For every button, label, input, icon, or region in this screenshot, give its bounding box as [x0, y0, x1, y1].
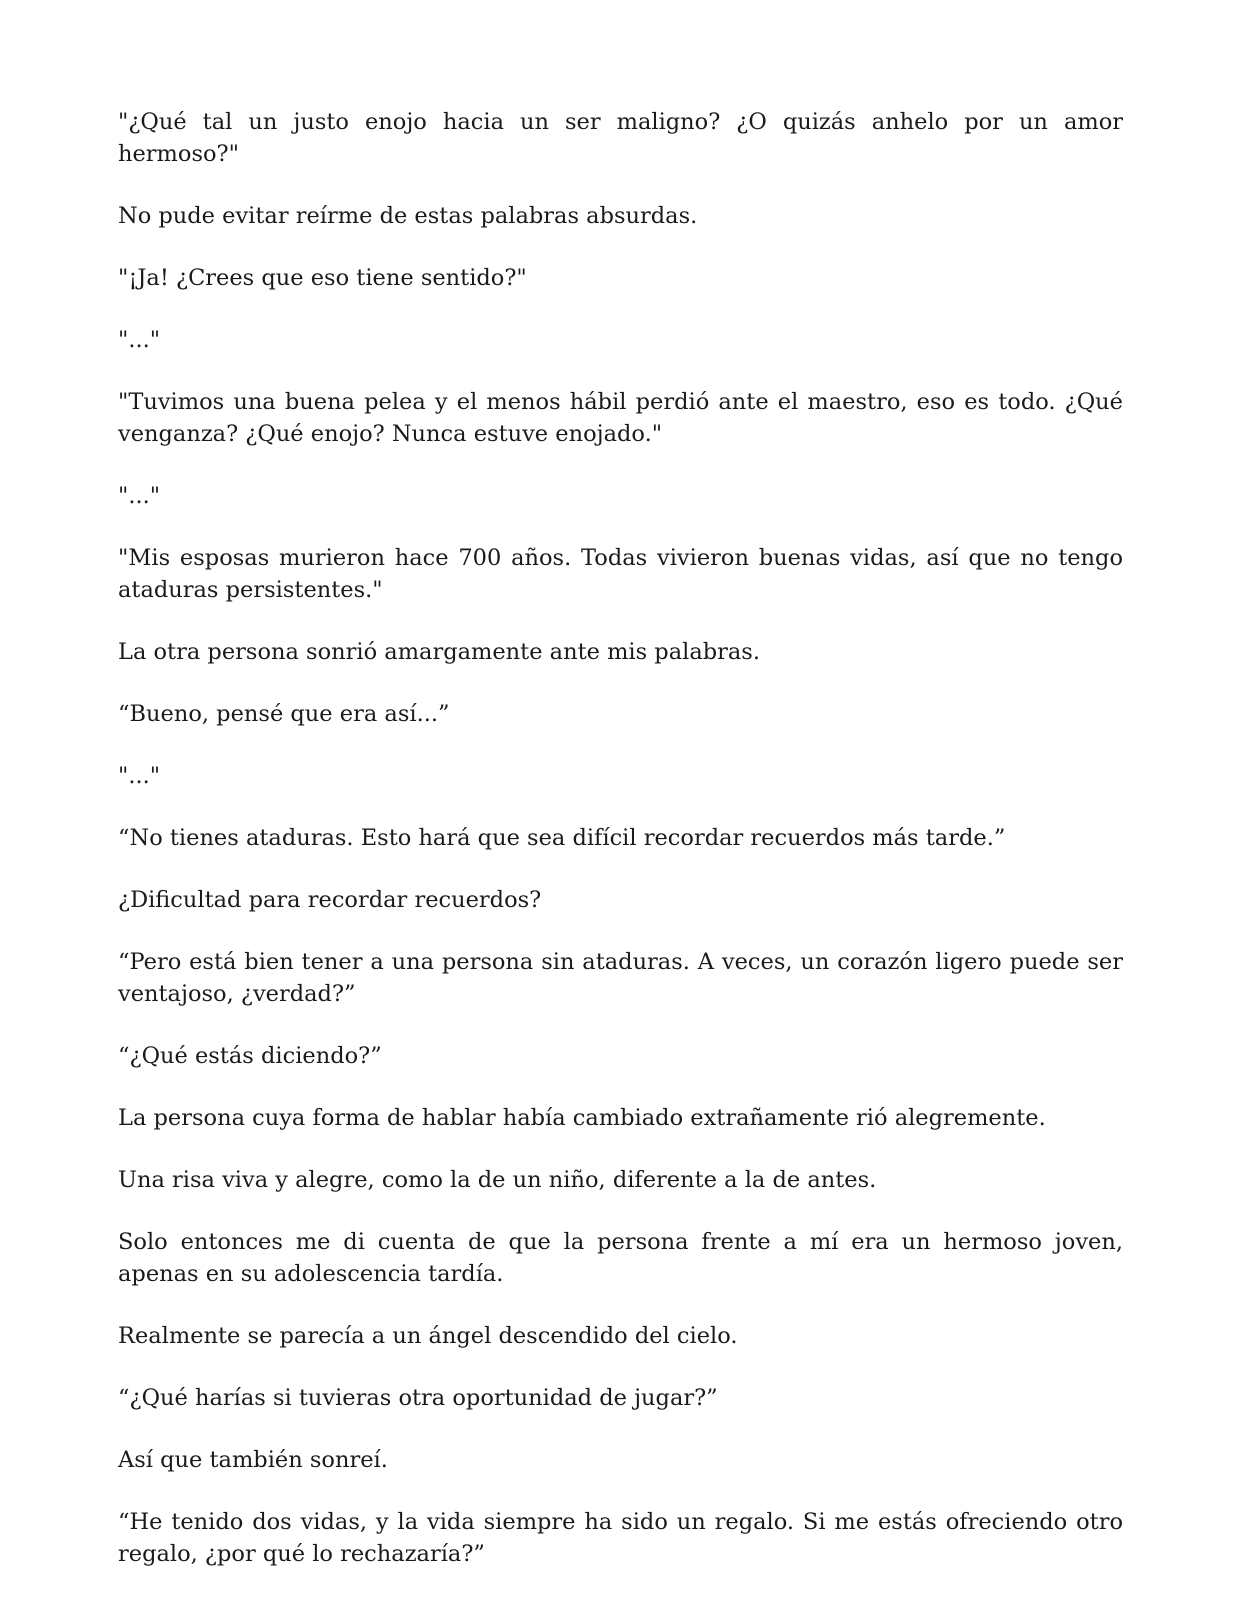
paragraph: La otra persona sonrió amargamente ante mis palabras.: [118, 639, 761, 665]
paragraph: "Mis esposas murieron hace 700 años. Todas vivieron buenas vidas, así que no tengo ataduras persistentes.": [118, 545, 1123, 603]
paragraph: ¿Dificultad para recordar recuerdos?: [118, 887, 542, 913]
paragraph: "Tuvimos una buena pelea y el menos hábil perdió ante el maestro, eso es todo. ¿Qué venganza? ¿Qué enojo? Nunca estuve enojado.": [118, 389, 1123, 447]
paragraph: “He tenido dos vidas, y la vida siempre ha sido un regalo. Si me estás ofreciendo otro regalo, ¿por qué lo rechazaría?”: [118, 1509, 1123, 1567]
paragraph: “No tienes ataduras. Esto hará que sea difícil recordar recuerdos más tarde.”: [118, 825, 1006, 851]
paragraph: "...": [118, 483, 161, 509]
paragraph: “Bueno, pensé que era así...”: [118, 701, 450, 727]
paragraph: Solo entonces me di cuenta de que la persona frente a mí era un hermoso joven, apenas en su adolescencia tardía.: [118, 1229, 1123, 1287]
paragraph: Realmente se parecía a un ángel descendido del cielo.: [118, 1323, 738, 1349]
paragraph: Así que también sonreí.: [118, 1447, 388, 1473]
paragraph: "¿Qué tal un justo enojo hacia un ser maligno? ¿O quizás anhelo por un amor hermoso?": [118, 109, 1123, 167]
paragraph: Una risa viva y alegre, como la de un niño, diferente a la de antes.: [118, 1167, 877, 1193]
paragraph: “Pero está bien tener a una persona sin ataduras. A veces, un corazón ligero puede ser ventajoso, ¿verdad?”: [118, 949, 1123, 1007]
paragraph: La persona cuya forma de hablar había cambiado extrañamente rió alegremente.: [118, 1105, 1046, 1131]
paragraph: "¡Ja! ¿Crees que eso tiene sentido?": [118, 265, 527, 291]
paragraph: “¿Qué harías si tuvieras otra oportunidad de jugar?”: [118, 1385, 718, 1411]
paragraph: "...": [118, 327, 161, 353]
paragraph: No pude evitar reírme de estas palabras absurdas.: [118, 203, 698, 229]
paragraph: “¿Qué estás diciendo?”: [118, 1043, 382, 1069]
paragraph: "...": [118, 763, 161, 789]
document-page: [118, 106, 1123, 1600]
